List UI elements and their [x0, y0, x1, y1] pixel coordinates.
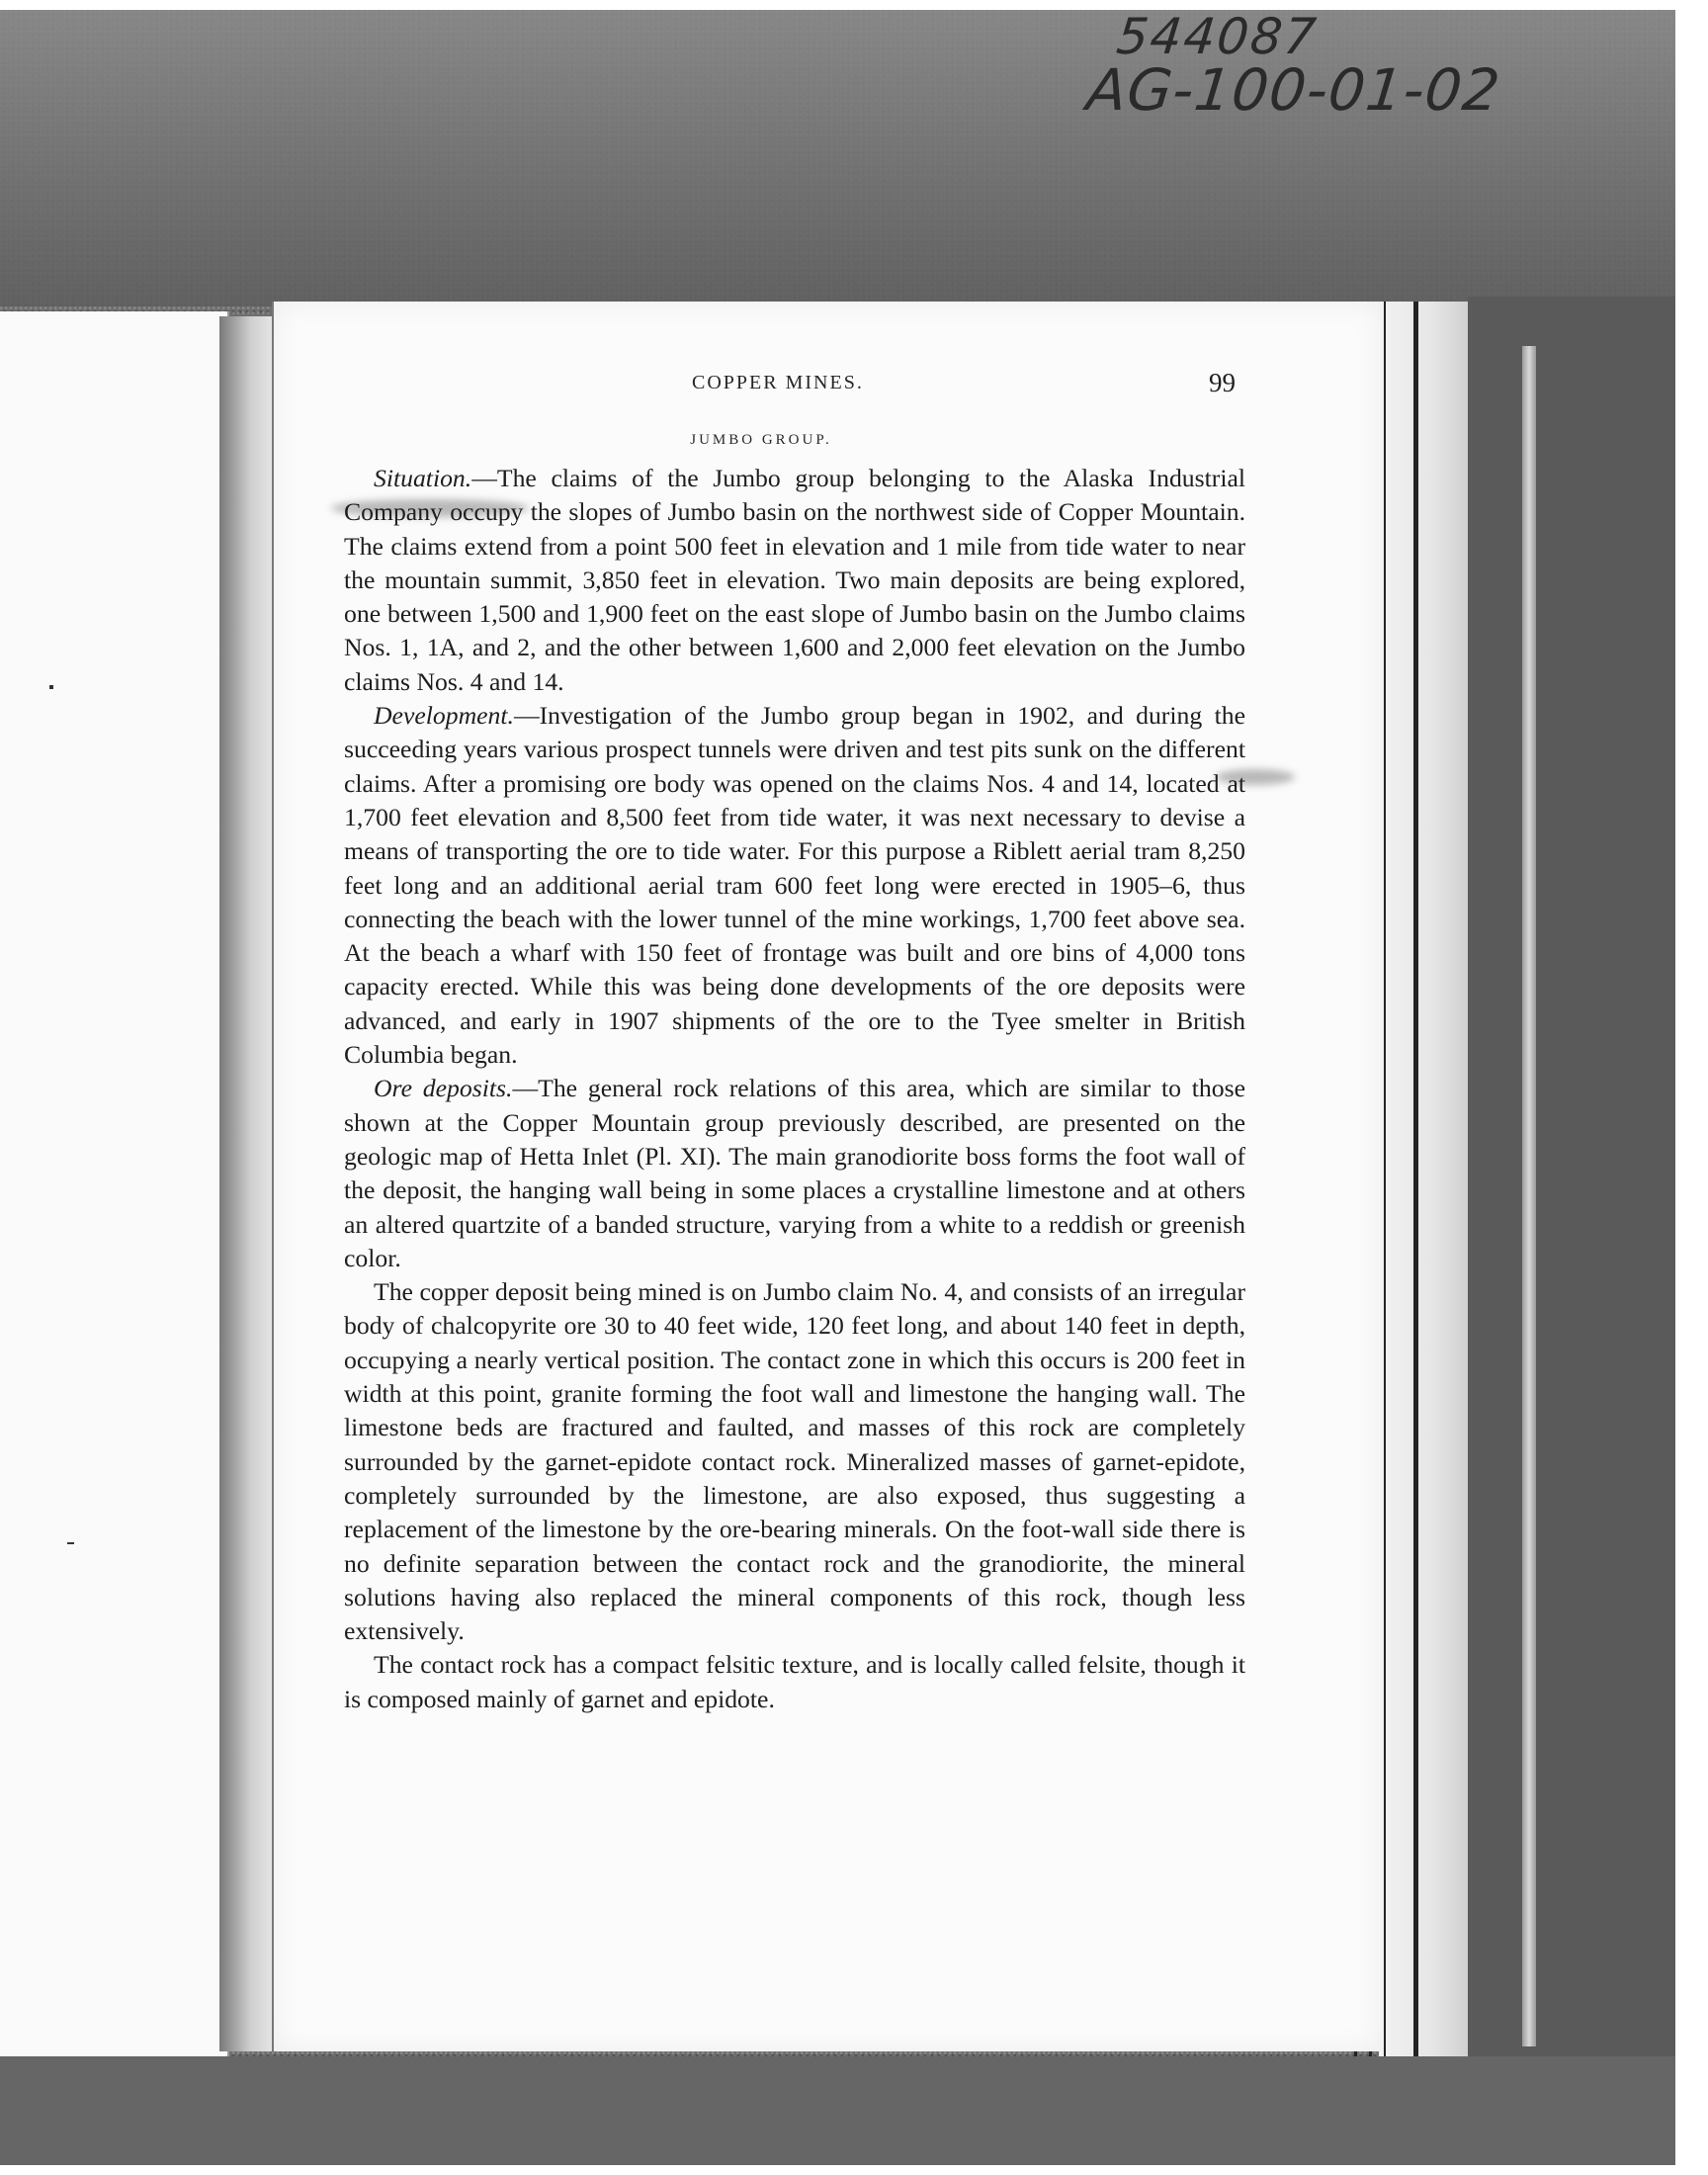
- paragraph-ore-deposits: [344, 1072, 1245, 1275]
- page-number: 99: [1209, 368, 1236, 397]
- paragraph-situation: [344, 462, 1245, 699]
- scan-bottom-band: [0, 2056, 1675, 2165]
- running-title: COPPER MINES.: [692, 372, 864, 393]
- paragraph-text: The copper deposit being mined is on Jumbo claim No. 4, and consists of an irregular body of chalcopyrite ore 30 to 40 feet wide, 120 feet long, and about 140 feet in depth, occupying a nearly vertical position. The contact zone in which this occurs is 200 feet in width at this point, granite forming the foot wall and limestone the hanging wall. The limestone beds are fractured and faulted, and masses of this rock are completely surrounded by the garnet-epidote contact rock. Mineralized masses of garnet-epidote, completely surrounded by the limestone, are also exposed, thus suggesting a replacement of the limestone by the ore-bearing minerals. On the foot-wall side there is no definite separation between the contact rock and the granodiorite, the mineral solutions having also replaced the mineral components of this rock, though less extensively.: [344, 1277, 1245, 1646]
- paragraph-text: —The general rock relations of this area, which are similar to those shown at the Copper Mountain group previously described, are presented on the geologic map of Hetta Inlet (Pl. XI). The main granodiorite boss forms the foot wall of the deposit, the hanging wall being in some places a crystalline limestone and at others an altered quartzite of a banded structure, varying from a white to a reddish or greenish color.: [344, 1074, 1246, 1272]
- paragraph-copper-deposit: [344, 1275, 1245, 1648]
- archive-stamp-line-1: 544087: [1113, 8, 1321, 65]
- paragraph-lead: Ore deposits.: [374, 1074, 513, 1103]
- scan-speck: [67, 1542, 74, 1544]
- paragraph-text: —The claims of the Jumbo group belonging to the Alaska Industrial Company occupy the slopes of Jumbo basin on the northwest side of Copper Mountain. The claims extend from a point 500 feet in elevation and 1 mile from tide water to near the mountain summit, 3,850 feet in elevation. Two main deposits are being explored, one between 1,500 and 1,900 feet on the east slope of Jumbo basin on the Jumbo claims Nos. 1, 1A, and 2, and the other between 1,600 and 2,000 feet elevation on the Jumbo claims Nos. 4 and 14.: [344, 464, 1245, 696]
- section-heading: JUMBO GROUP.: [690, 432, 832, 448]
- paragraph-lead: Development.: [374, 701, 514, 731]
- paragraph-contact-rock: [344, 1648, 1245, 1716]
- book-edge-highlight: [1522, 346, 1536, 2046]
- body-text: [344, 462, 1245, 1716]
- paragraph-text: —Investigation of the Jumbo group began in 1902, and during the succeeding years various prospect tunnels were driven and test pits sunk on the different claims. After a promising ore body was opened on the claims Nos. 4 and 14, located at 1,700 feet elevation and 8,500 feet from tide water, it was next necessary to devise a means of transporting the ore to tide water. For this purpose a Riblett aerial tram 8,250 feet long and an additional aerial tram 600 feet long were erected in 1905–6, thus connecting the beach with the lower tunnel of the mine workings, 1,700 feet above sea. At the beach a wharf with 150 feet of frontage was built and ore bins of 4,000 tons capacity erected. While this was being done developments of the ore deposits were advanced, and early in 1907 shipments of the ore to the Tyee smelter in British Columbia began.: [344, 701, 1245, 1070]
- paragraph-text: The contact rock has a compact felsitic texture, and is locally called felsite, though it is composed mainly of garnet and epidote.: [344, 1650, 1245, 1713]
- archive-stamp: [1083, 8, 1504, 124]
- book-edge-shadow: [1468, 297, 1675, 2066]
- archive-stamp-line-2: AG-100-01-02: [1083, 56, 1504, 124]
- paragraph-development: [344, 699, 1245, 1072]
- scan-speck: [49, 685, 53, 689]
- facing-left-page: [0, 311, 229, 2056]
- running-head: [287, 368, 1236, 407]
- paragraph-lead: Situation.: [374, 464, 472, 492]
